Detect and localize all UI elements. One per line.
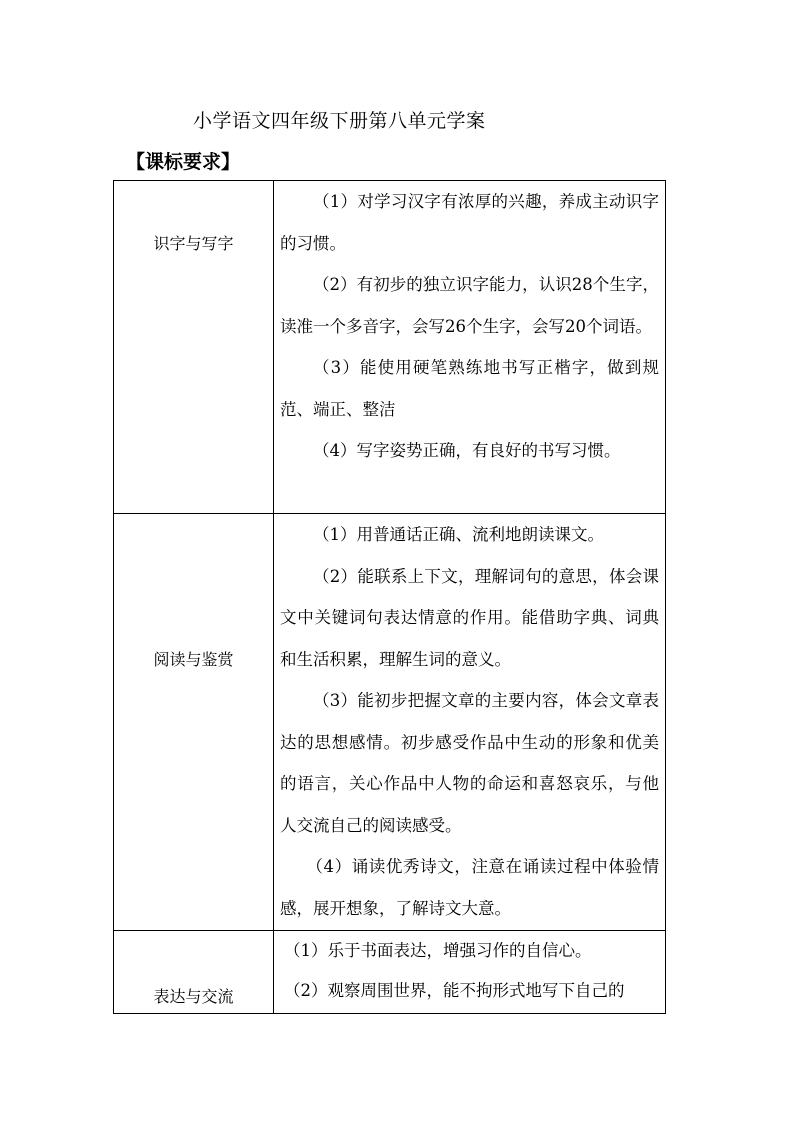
content-cell: [274, 931, 666, 1014]
paragraph: （4）写字姿势正确，有良好的书写习惯。: [313, 441, 621, 460]
document-title: 小学语文四年级下册第八单元学案: [193, 110, 486, 132]
paragraph: （1）乐于书面表达，增强习作的自信心。: [284, 941, 592, 960]
category-cell: [114, 931, 274, 1014]
paragraph: （1）用普通话正确、流利地朗读课文。: [313, 525, 604, 544]
paragraph: （2）有初步的独立识字能力，认识28个生字，读准一个多音字，会写26个生字，会写20个词语。: [280, 275, 659, 336]
section-heading: 【课标要求】: [126, 151, 241, 173]
category-label: 识字与写字: [153, 234, 234, 253]
table-row: [114, 181, 666, 514]
curriculum-table: [113, 180, 666, 1014]
paragraph: （4）诵读优秀诗文，注意在诵读过程中体验情感，展开想象，了解诗文大意。: [280, 857, 659, 918]
paragraph: （3）能初步把握文章的主要内容，体会文章表达的思想感情。初步感受作品中生动的形象和优美的语言，关心作品中人物的命运和喜怒哀乐，与他人交流自己的阅读感受。: [280, 691, 659, 835]
category-label: 表达与交流: [153, 987, 234, 1006]
category-label: 阅读与鉴赏: [153, 650, 234, 669]
table-row: [114, 514, 666, 931]
paragraph: （1）对学习汉字有浓厚的兴趣，养成主动识字的习惯。: [280, 192, 659, 253]
content-cell: [274, 514, 666, 931]
paragraph: （2）能联系上下文，理解词句的意思，体会课文中关键词句表达情意的作用。能借助字典、词典和生活积累，理解生词的意义。: [280, 566, 659, 669]
paragraph: （3）能使用硬笔熟练地书写正楷字，做到规范、端正、整洁: [280, 358, 659, 419]
content-cell: [274, 181, 666, 514]
paragraph: （2）观察周围世界，能不拘形式地写下自己的: [284, 981, 625, 1000]
category-cell: [114, 181, 274, 514]
table-row: [114, 931, 666, 1014]
category-cell: [114, 514, 274, 931]
